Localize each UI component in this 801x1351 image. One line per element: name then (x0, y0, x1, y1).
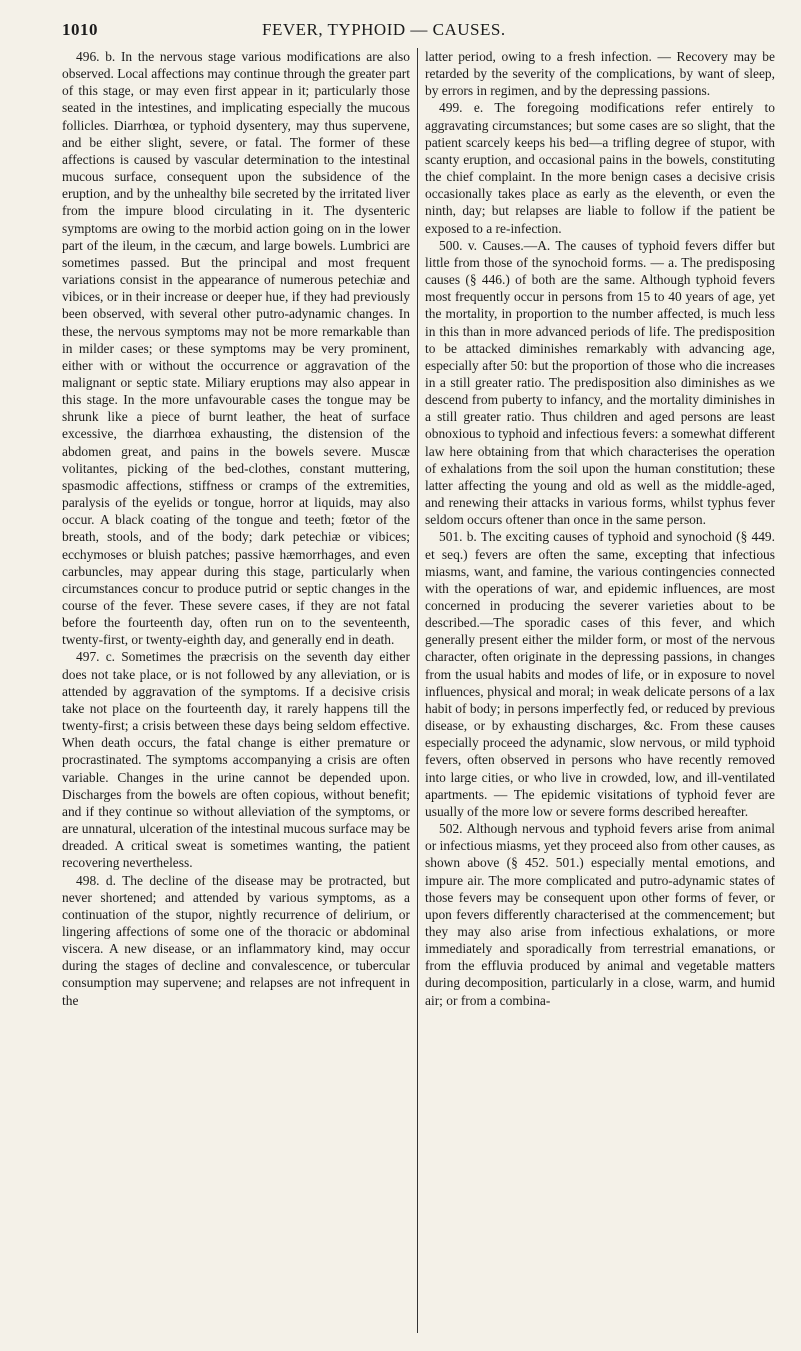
paragraph-498: 498. d. The decline of the disease may be protracted, but never shortened; and attended by various symptoms, as a continuation of the stupor, nightly recurrence of delirium, or lingering affections of some one of the thoracic or abdominal viscera. A new disease, or an inflammatory kind, may occur during the stages of decline and convalescence, or tubercular consumption may supervene; and relapses are not infrequent in the (62, 872, 410, 1008)
left-column (62, 48, 410, 1009)
paragraph-499: 499. e. The foregoing modifications refer entirely to aggravating circumstances; but some cases are so slight, that the patient scarcely keeps his bed—a trifling degree of stupor, with scanty eruption, and occasional pains in the bowels, constituting the chief complaint. In the more benign cases a decisive crisis occasionally takes place as early as the eleventh, or even the ninth, day; but relapses are liable to follow if the patient be exposed to a re-infection. (425, 100, 775, 236)
running-head: FEVER, TYPHOID — CAUSES. (262, 20, 506, 39)
page-header (62, 20, 775, 48)
right-column (425, 48, 775, 1009)
paragraph-496: 496. b. In the nervous stage various modifications are also observed. Local affections may continue through the greater part of this stage, or may even first appear in it; particularly those seated in the intestines, and implicating especially the mucous follicles. Diarrhœa, or typhoid dysentery, may thus supervene, and be either slight, severe, or fatal. The former of these affections is caused by vascular determination to the intestinal mucous surface, consequent upon the subsidence of the eruption, and by the unhealthy bile secreted by the irritated liver from the impure blood circulating in it. The dysenteric symptoms are owing to the morbid action going on in the lower part of the ileum, in the cæcum, and large bowels. Lumbrici are sometimes passed. But the principal and most frequent variations consist in the appearance of numerous petechiæ and vibices, or in their increase or deeper hue, if they had previously been observed, with several other putro-adynamic changes. In these, the nervous symptoms may not be more remarkable than in milder cases; or these symptoms may be very prominent, either with or without the occurrence or aggravation of the malignant or septic state. Miliary eruptions may also appear in this stage. In the more unfavourable cases the tongue may be shrunk like a piece of burnt leather, the heat of surface excessive, the diarrhœa exhausting, the distension of the abdomen great, and pains in the bowels severe. Muscæ volitantes, picking of the bed-clothes, constant muttering, spasmodic affections, stiffness or cramps of the extremities, paralysis of the eyelids or tongue, horror at liquids, may also occur. A black coating of the tongue and teeth; fœtor of the breath, stools, and of the body; dark petechiæ or vibices; ecchymoses or bluish patches; passive hæmorrhages, and even carbuncles, may appear during this stage, particularly when circumstances concur to produce putrid or septic changes in the course of the fever. These severe cases, if they are not fatal before the fourteenth day, often run on to the seventeenth, twenty-first, or twenty-eighth day, and generally end in death. (62, 49, 410, 648)
paragraph-498-continued: latter period, owing to a fresh infection. — Recovery may be retarded by the severity of the complications, by want of sleep, by errors in regimen, and by the depressing passions. (425, 49, 775, 99)
page-number: 1010 (62, 20, 98, 39)
column-divider (417, 48, 418, 1333)
paragraph-497: 497. c. Sometimes the præcrisis on the seventh day either does not take place, or is not followed by any alleviation, or is attended by aggravation of the symptoms. If a decisive crisis take not place on the fourteenth day, it rarely happens till the twenty-first; a crisis between these days being seldom effective. When death occurs, the fatal change is either premature or procrastinated. The symptoms accompanying a crisis are often variable. Changes in the urine cannot be depended upon. Discharges from the bowels are often copious, without benefit; and if they continue so without alleviation of the symptoms, or are unnatural, ulceration of the intestinal mucous surface may be dreaded. A critical sweat is sometimes wanting, the patient recovering nevertheless. (62, 649, 410, 871)
paragraph-500: 500. v. Causes.—A. The causes of typhoid fevers differ but little from those of the synochoid forms. — a. The predisposing causes (§ 446.) of both are the same. Although typhoid fevers most frequently occur in persons from 15 to 40 years of age, yet the mortality, in proportion to the number affected, is much less in this than in more advanced periods of life. The predisposition to be attacked diminishes remarkably with advancing age, especially after 50: but the proportion of those who die increases in a still greater ratio. The predisposition also diminishes as we descend from puberty to infancy, and the mortality diminishes in a still greater ratio. Thus children and aged persons are least obnoxious to typhoid and infectious fevers: a somewhat different law here obtaining from that which characterises the operation of exhalations from the soil upon the human constitution; these latter affecting the young and old as well as the middle-aged, and renewing their attacks in various forms, whilst typhus fever seldom occurs oftener than once in the same person. (425, 237, 775, 528)
paragraph-501: 501. b. The exciting causes of typhoid and synochoid (§ 449. et seq.) fevers are often the same, excepting that infectious miasms, want, and famine, the various contingencies connected with the operations of war, and epidemic influences, are most concerned in producing the severer varieties about to be described.—The sporadic cases of this fever, and which generally present either the milder form, or most of the nervous character, often originate in the depressing passions, in changes from the usual habits and modes of life, or in exposure to novel influences, physical and moral; in weak delicate persons of a lax habit of body; in persons imperfectly fed, or reduced by previous disease, or by exhausting discharges, &c. From these causes especially proceed the adynamic, slow nervous, or mild typhoid fevers, often observed in persons who have recently removed into large cities, or who live in crowded, low, and ill-ventilated apartments. — The epidemic visitations of typhoid fever are usually of the more low or severe forms described hereafter. (425, 529, 775, 819)
text-columns (62, 48, 775, 1338)
paragraph-502: 502. Although nervous and typhoid fevers arise from animal or infectious miasms, yet they proceed also from other causes, as shown above (§ 452. 501.) especially mental emotions, and impure air. The more complicated and putro-adynamic states of those fevers may be consequent upon other forms of fever, or upon fevers differently characterised at the commencement; but they may also arise from infectious exhalations, or more immediately and sporadically from terrestrial emanations, or from the effluvia produced by animal and vegetable matters during decomposition, particularly in a close, warm, and humid air; or from a combina- (425, 821, 775, 1008)
